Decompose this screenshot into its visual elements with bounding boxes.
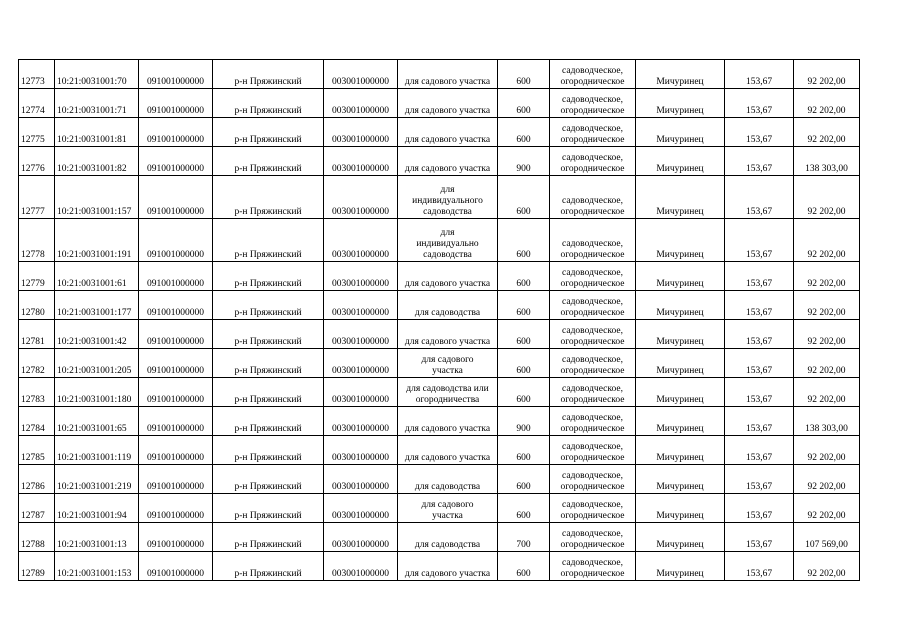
land-category-line: садоводческое,	[562, 529, 623, 539]
permitted-use-line: для садового участка	[404, 106, 491, 116]
land-category-line: садоводческое,	[562, 413, 623, 423]
land-category-line: садоводческое,	[562, 268, 623, 278]
settlement-cell: Мичуринец	[636, 523, 725, 552]
permitted-use-cell	[398, 219, 498, 262]
cadastral-number-cell: 10:21:0031001:119	[55, 436, 139, 465]
area-cell: 600	[498, 219, 550, 262]
land-category-line: садоводческое,	[562, 239, 623, 249]
land-category-cell	[550, 465, 636, 494]
permitted-use-cell	[398, 89, 498, 118]
row-number-cell: 12775	[19, 118, 55, 147]
land-category-cell	[550, 60, 636, 89]
land-category-line: огородническое	[560, 424, 625, 434]
specific-value-cell: 153,67	[725, 118, 794, 147]
area-cell: 600	[498, 494, 550, 523]
land-category-line: огородническое	[560, 308, 625, 318]
table-row	[19, 118, 860, 147]
district-cell: р-н Пряжинский	[213, 407, 324, 436]
table-row	[19, 291, 860, 320]
land-category-line: садоводческое,	[562, 442, 623, 452]
row-number-cell: 12774	[19, 89, 55, 118]
oktmo-cell: 003001000000	[324, 262, 398, 291]
okato-cell: 091001000000	[139, 378, 213, 407]
settlement-cell: Мичуринец	[636, 60, 725, 89]
land-category-line: огородническое	[560, 135, 625, 145]
district-cell: р-н Пряжинский	[213, 262, 324, 291]
row-number-cell: 12789	[19, 552, 55, 581]
cadastral-value-cell: 92 202,00	[794, 60, 860, 89]
specific-value-cell: 153,67	[725, 176, 794, 219]
cadastral-number-cell: 10:21:0031001:82	[55, 147, 139, 176]
row-number-cell: 12773	[19, 60, 55, 89]
settlement-cell: Мичуринец	[636, 436, 725, 465]
oktmo-cell: 003001000000	[324, 349, 398, 378]
settlement-cell: Мичуринец	[636, 465, 725, 494]
land-category-line: огородническое	[560, 337, 625, 347]
land-category-line: огородническое	[560, 453, 625, 463]
cadastral-number-cell: 10:21:0031001:157	[55, 176, 139, 219]
land-category-cell	[550, 320, 636, 349]
cadastral-number-cell: 10:21:0031001:70	[55, 60, 139, 89]
specific-value-cell: 153,67	[725, 465, 794, 494]
district-cell: р-н Пряжинский	[213, 552, 324, 581]
table-row	[19, 176, 860, 219]
land-category-cell	[550, 378, 636, 407]
land-category-line: садоводческое,	[562, 326, 623, 336]
settlement-cell: Мичуринец	[636, 378, 725, 407]
okato-cell: 091001000000	[139, 407, 213, 436]
land-category-cell	[550, 494, 636, 523]
specific-value-cell: 153,67	[725, 407, 794, 436]
table-row	[19, 320, 860, 349]
district-cell: р-н Пряжинский	[213, 147, 324, 176]
land-category-line: садоводческое,	[562, 471, 623, 481]
row-number-cell: 12779	[19, 262, 55, 291]
area-cell: 600	[498, 262, 550, 291]
cadastral-value-cell: 138 303,00	[794, 147, 860, 176]
land-category-line: огородническое	[560, 569, 625, 579]
cadastral-number-cell: 10:21:0031001:71	[55, 89, 139, 118]
specific-value-cell: 153,67	[725, 436, 794, 465]
row-number-cell: 12781	[19, 320, 55, 349]
land-category-cell	[550, 436, 636, 465]
specific-value-cell: 153,67	[725, 147, 794, 176]
row-number-cell: 12784	[19, 407, 55, 436]
oktmo-cell: 003001000000	[324, 60, 398, 89]
permitted-use-line: для садового	[421, 500, 474, 510]
okato-cell: 091001000000	[139, 176, 213, 219]
permitted-use-cell	[398, 118, 498, 147]
permitted-use-cell	[398, 436, 498, 465]
oktmo-cell: 003001000000	[324, 147, 398, 176]
permitted-use-line: индивидуально	[416, 239, 479, 249]
permitted-use-line: участка	[432, 511, 463, 521]
permitted-use-line: для садоводства	[414, 308, 481, 318]
specific-value-cell: 153,67	[725, 219, 794, 262]
permitted-use-cell	[398, 378, 498, 407]
specific-value-cell: 153,67	[725, 60, 794, 89]
area-cell: 600	[498, 320, 550, 349]
cadastral-value-cell: 92 202,00	[794, 465, 860, 494]
land-category-line: огородническое	[560, 77, 625, 87]
cadastral-value-cell: 92 202,00	[794, 262, 860, 291]
permitted-use-line: для садового участка	[404, 337, 491, 347]
settlement-cell: Мичуринец	[636, 407, 725, 436]
settlement-cell: Мичуринец	[636, 494, 725, 523]
specific-value-cell: 153,67	[725, 291, 794, 320]
cadastral-value-cell: 92 202,00	[794, 176, 860, 219]
permitted-use-cell	[398, 494, 498, 523]
oktmo-cell: 003001000000	[324, 407, 398, 436]
cadastral-value-cell: 92 202,00	[794, 219, 860, 262]
oktmo-cell: 003001000000	[324, 118, 398, 147]
settlement-cell: Мичуринец	[636, 176, 725, 219]
oktmo-cell: 003001000000	[324, 176, 398, 219]
okato-cell: 091001000000	[139, 436, 213, 465]
land-category-cell	[550, 291, 636, 320]
oktmo-cell: 003001000000	[324, 465, 398, 494]
permitted-use-line: индивидуального	[412, 196, 483, 206]
permitted-use-cell	[398, 407, 498, 436]
permitted-use-line: для садового	[421, 355, 474, 365]
land-category-line: садоводческое,	[562, 95, 623, 105]
land-category-cell	[550, 219, 636, 262]
land-category-cell	[550, 552, 636, 581]
row-number-cell: 12782	[19, 349, 55, 378]
cadastral-table	[18, 59, 860, 581]
land-category-cell	[550, 176, 636, 219]
specific-value-cell: 153,67	[725, 89, 794, 118]
land-category-cell	[550, 89, 636, 118]
land-category-line: огородническое	[560, 250, 625, 260]
area-cell: 900	[498, 147, 550, 176]
cadastral-number-cell: 10:21:0031001:219	[55, 465, 139, 494]
land-category-line: садоводческое,	[562, 500, 623, 510]
cadastral-number-cell: 10:21:0031001:177	[55, 291, 139, 320]
district-cell: р-н Пряжинский	[213, 436, 324, 465]
oktmo-cell: 003001000000	[324, 552, 398, 581]
cadastral-value-cell: 92 202,00	[794, 118, 860, 147]
row-number-cell: 12780	[19, 291, 55, 320]
land-category-line: огородническое	[560, 366, 625, 376]
permitted-use-cell	[398, 320, 498, 349]
land-category-line: огородническое	[560, 511, 625, 521]
land-category-line: садоводческое,	[562, 124, 623, 134]
oktmo-cell: 003001000000	[324, 89, 398, 118]
land-category-line: садоводческое,	[562, 558, 623, 568]
cadastral-number-cell: 10:21:0031001:65	[55, 407, 139, 436]
table-row	[19, 60, 860, 89]
table-row	[19, 262, 860, 291]
specific-value-cell: 153,67	[725, 378, 794, 407]
table-row	[19, 494, 860, 523]
settlement-cell: Мичуринец	[636, 320, 725, 349]
land-category-line: садоводческое,	[562, 196, 623, 206]
land-category-line: огородническое	[560, 279, 625, 289]
okato-cell: 091001000000	[139, 349, 213, 378]
cadastral-value-cell: 92 202,00	[794, 494, 860, 523]
okato-cell: 091001000000	[139, 147, 213, 176]
okato-cell: 091001000000	[139, 523, 213, 552]
cadastral-number-cell: 10:21:0031001:61	[55, 262, 139, 291]
cadastral-number-cell: 10:21:0031001:81	[55, 118, 139, 147]
oktmo-cell: 003001000000	[324, 219, 398, 262]
settlement-cell: Мичуринец	[636, 291, 725, 320]
district-cell: р-н Пряжинский	[213, 465, 324, 494]
row-number-cell: 12776	[19, 147, 55, 176]
cadastral-number-cell: 10:21:0031001:153	[55, 552, 139, 581]
area-cell: 600	[498, 176, 550, 219]
table-row	[19, 219, 860, 262]
area-cell: 600	[498, 552, 550, 581]
district-cell: р-н Пряжинский	[213, 320, 324, 349]
permitted-use-line: огородничества	[415, 395, 480, 405]
specific-value-cell: 153,67	[725, 349, 794, 378]
specific-value-cell: 153,67	[725, 552, 794, 581]
permitted-use-cell	[398, 176, 498, 219]
area-cell: 600	[498, 465, 550, 494]
specific-value-cell: 153,67	[725, 523, 794, 552]
oktmo-cell: 003001000000	[324, 523, 398, 552]
area-cell: 600	[498, 60, 550, 89]
row-number-cell: 12786	[19, 465, 55, 494]
permitted-use-line: садоводства	[423, 207, 472, 217]
table-row	[19, 89, 860, 118]
land-category-line: огородническое	[560, 106, 625, 116]
cadastral-number-cell: 10:21:0031001:42	[55, 320, 139, 349]
district-cell: р-н Пряжинский	[213, 89, 324, 118]
cadastral-value-cell: 138 303,00	[794, 407, 860, 436]
cadastral-value-cell: 92 202,00	[794, 552, 860, 581]
area-cell: 600	[498, 378, 550, 407]
table-row	[19, 436, 860, 465]
settlement-cell: Мичуринец	[636, 262, 725, 291]
cadastral-number-cell: 10:21:0031001:180	[55, 378, 139, 407]
okato-cell: 091001000000	[139, 219, 213, 262]
specific-value-cell: 153,67	[725, 320, 794, 349]
land-category-cell	[550, 349, 636, 378]
oktmo-cell: 003001000000	[324, 291, 398, 320]
oktmo-cell: 003001000000	[324, 436, 398, 465]
table-row	[19, 552, 860, 581]
table-row	[19, 523, 860, 552]
permitted-use-line: для садового участка	[404, 77, 491, 87]
okato-cell: 091001000000	[139, 89, 213, 118]
permitted-use-cell	[398, 262, 498, 291]
cadastral-number-cell: 10:21:0031001:94	[55, 494, 139, 523]
district-cell: р-н Пряжинский	[213, 494, 324, 523]
land-category-cell	[550, 262, 636, 291]
land-category-cell	[550, 523, 636, 552]
cadastral-number-cell: 10:21:0031001:205	[55, 349, 139, 378]
cadastral-value-cell: 92 202,00	[794, 89, 860, 118]
permitted-use-cell	[398, 349, 498, 378]
settlement-cell: Мичуринец	[636, 349, 725, 378]
district-cell: р-н Пряжинский	[213, 176, 324, 219]
permitted-use-line: для садового участка	[404, 453, 491, 463]
area-cell: 600	[498, 436, 550, 465]
cadastral-value-cell: 92 202,00	[794, 349, 860, 378]
permitted-use-line: садоводства	[423, 250, 472, 260]
specific-value-cell: 153,67	[725, 262, 794, 291]
permitted-use-line: для	[440, 228, 455, 238]
okato-cell: 091001000000	[139, 60, 213, 89]
okato-cell: 091001000000	[139, 320, 213, 349]
permitted-use-line: для садоводства	[414, 540, 481, 550]
permitted-use-line: для садового участка	[404, 164, 491, 174]
settlement-cell: Мичуринец	[636, 219, 725, 262]
table-body	[19, 60, 860, 581]
settlement-cell: Мичуринец	[636, 118, 725, 147]
land-category-line: огородническое	[560, 482, 625, 492]
permitted-use-cell	[398, 465, 498, 494]
land-category-line: садоводческое,	[562, 297, 623, 307]
settlement-cell: Мичуринец	[636, 552, 725, 581]
okato-cell: 091001000000	[139, 494, 213, 523]
permitted-use-line: для садового участка	[404, 135, 491, 145]
oktmo-cell: 003001000000	[324, 378, 398, 407]
permitted-use-line: для садового участка	[404, 424, 491, 434]
cadastral-value-cell: 92 202,00	[794, 378, 860, 407]
district-cell: р-н Пряжинский	[213, 291, 324, 320]
permitted-use-line: для садоводства	[414, 482, 481, 492]
table-row	[19, 147, 860, 176]
table-row	[19, 378, 860, 407]
oktmo-cell: 003001000000	[324, 320, 398, 349]
area-cell: 700	[498, 523, 550, 552]
permitted-use-cell	[398, 523, 498, 552]
land-category-cell	[550, 147, 636, 176]
district-cell: р-н Пряжинский	[213, 219, 324, 262]
okato-cell: 091001000000	[139, 465, 213, 494]
area-cell: 600	[498, 291, 550, 320]
row-number-cell: 12787	[19, 494, 55, 523]
district-cell: р-н Пряжинский	[213, 60, 324, 89]
land-category-line: садоводческое,	[562, 355, 623, 365]
okato-cell: 091001000000	[139, 291, 213, 320]
district-cell: р-н Пряжинский	[213, 349, 324, 378]
permitted-use-cell	[398, 552, 498, 581]
cadastral-number-cell: 10:21:0031001:13	[55, 523, 139, 552]
permitted-use-line: участка	[432, 366, 463, 376]
settlement-cell: Мичуринец	[636, 89, 725, 118]
row-number-cell: 12778	[19, 219, 55, 262]
land-category-line: огородническое	[560, 164, 625, 174]
permitted-use-line: для садоводства или	[406, 384, 489, 394]
settlement-cell: Мичуринец	[636, 147, 725, 176]
row-number-cell: 12788	[19, 523, 55, 552]
row-number-cell: 12783	[19, 378, 55, 407]
land-category-line: садоводческое,	[562, 66, 623, 76]
land-category-line: огородническое	[560, 395, 625, 405]
table-row	[19, 407, 860, 436]
oktmo-cell: 003001000000	[324, 494, 398, 523]
row-number-cell: 12777	[19, 176, 55, 219]
cadastral-number-cell: 10:21:0031001:191	[55, 219, 139, 262]
land-category-cell	[550, 407, 636, 436]
cadastral-value-cell: 92 202,00	[794, 320, 860, 349]
permitted-use-line: для садового участка	[404, 569, 491, 579]
land-category-line: садоводческое,	[562, 384, 623, 394]
permitted-use-cell	[398, 291, 498, 320]
table-row	[19, 349, 860, 378]
area-cell: 600	[498, 349, 550, 378]
area-cell: 600	[498, 89, 550, 118]
district-cell: р-н Пряжинский	[213, 378, 324, 407]
permitted-use-line: для садового участка	[404, 279, 491, 289]
land-category-line: садоводческое,	[562, 153, 623, 163]
okato-cell: 091001000000	[139, 552, 213, 581]
land-category-line: огородническое	[560, 540, 625, 550]
land-category-line: огородническое	[560, 207, 625, 217]
permitted-use-line: для	[440, 185, 455, 195]
land-category-cell	[550, 118, 636, 147]
area-cell: 900	[498, 407, 550, 436]
table-row	[19, 465, 860, 494]
district-cell: р-н Пряжинский	[213, 118, 324, 147]
area-cell: 600	[498, 118, 550, 147]
specific-value-cell: 153,67	[725, 494, 794, 523]
cadastral-value-cell: 92 202,00	[794, 436, 860, 465]
cadastral-value-cell: 92 202,00	[794, 291, 860, 320]
cadastral-value-cell: 107 569,00	[794, 523, 860, 552]
district-cell: р-н Пряжинский	[213, 523, 324, 552]
permitted-use-cell	[398, 147, 498, 176]
okato-cell: 091001000000	[139, 262, 213, 291]
permitted-use-cell	[398, 60, 498, 89]
okato-cell: 091001000000	[139, 118, 213, 147]
row-number-cell: 12785	[19, 436, 55, 465]
